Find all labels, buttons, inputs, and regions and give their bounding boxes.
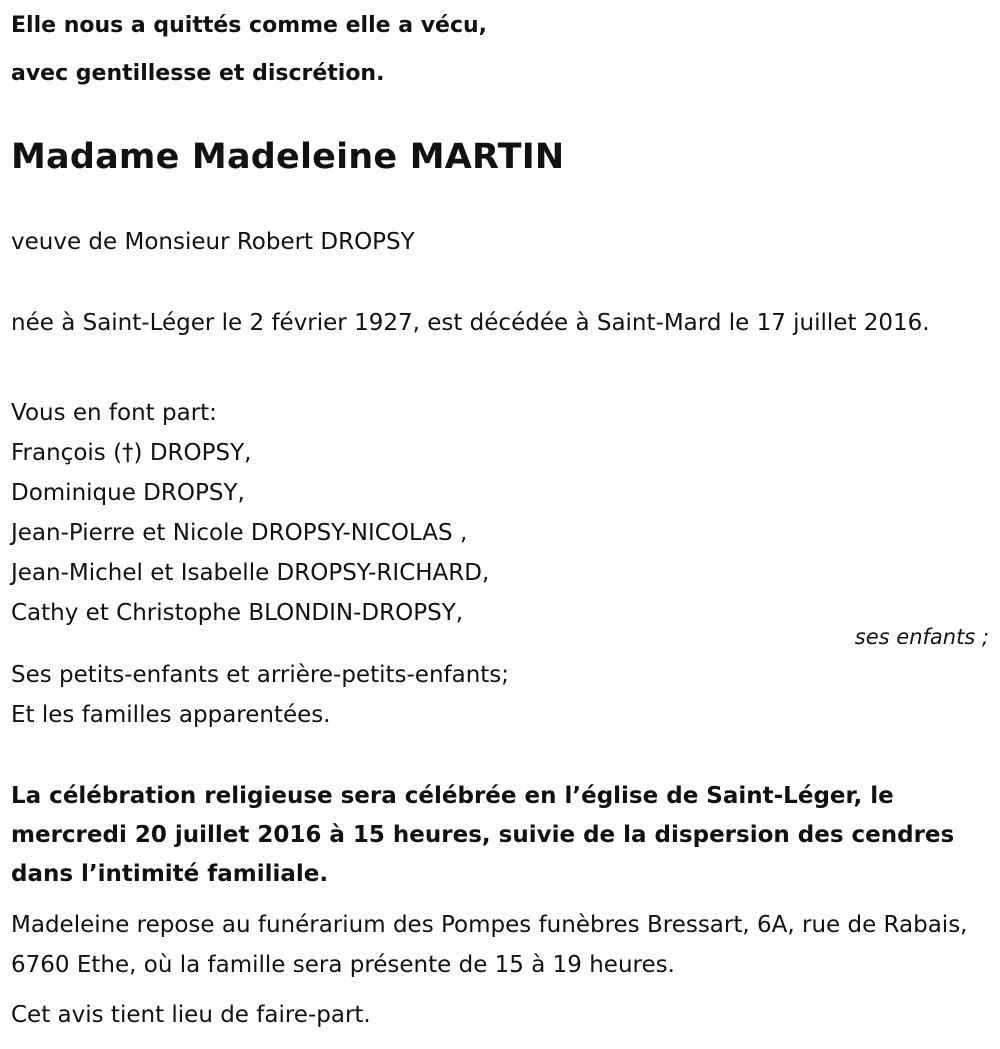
- announcement-intro: Vous en font part:: [11, 400, 217, 426]
- child-entry: Cathy et Christophe BLONDIN-DROPSY,: [11, 600, 464, 626]
- epigraph-line-2: avec gentillesse et discrétion.: [11, 61, 385, 86]
- children-role-label: ses enfants ;: [854, 625, 989, 649]
- closing-note: Cet avis tient lieu de faire-part.: [11, 1002, 371, 1028]
- deceased-name: Madame Madeleine MARTIN: [11, 137, 565, 177]
- child-entry: Dominique DROPSY,: [11, 480, 245, 506]
- funeral-home-details: Madeleine repose au funérarium des Pompes funèbres Bressart, 6A, rue de Rabais, 6760 Ethe, où la famille sera présente de 15 à 19 heures.: [11, 912, 968, 978]
- extended-family: [11, 655, 509, 735]
- grandchildren-line: Ses petits-enfants et arrière-petits-enfants;: [11, 662, 510, 688]
- child-entry: Jean-Pierre et Nicole DROPSY-NICOLAS ,: [11, 520, 468, 546]
- relatives-line: Et les familles apparentées.: [11, 702, 331, 728]
- child-entry: Jean-Michel et Isabelle DROPSY-RICHARD,: [11, 560, 490, 586]
- child-entry: François (†) DROPSY,: [11, 440, 252, 466]
- birth-death-text: née à Saint-Léger le 2 février 1927, est décédée à Saint-Mard le 17 juillet 2016.: [11, 310, 930, 336]
- widow-of-text: veuve de Monsieur Robert DROPSY: [11, 229, 415, 255]
- ceremony-details: La célébration religieuse sera célébrée en l’église de Saint-Léger, le mercredi 20 juillet 2016 à 15 heures, suivie de la dispersion des cendres dans l’intimité familiale.: [11, 783, 955, 887]
- announcement-list: [11, 393, 489, 633]
- epigraph-line-1: Elle nous a quittés comme elle a vécu,: [11, 13, 488, 38]
